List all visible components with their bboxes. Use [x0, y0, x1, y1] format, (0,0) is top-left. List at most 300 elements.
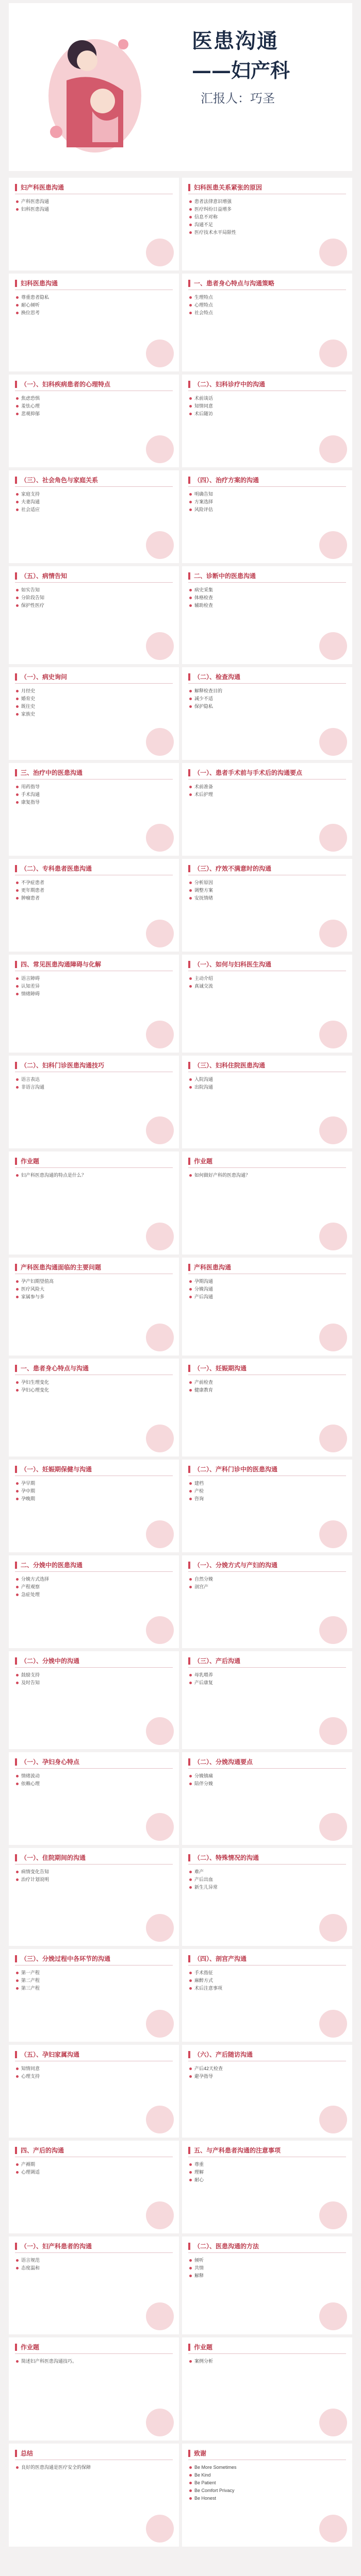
decorative-circle: [319, 2106, 347, 2133]
bullet-text: 医疗风险大: [21, 1286, 45, 1292]
slide-title: 二、诊断中的医患沟通: [194, 572, 256, 580]
slide-card: [9, 2141, 179, 2233]
slide-body: [182, 491, 352, 513]
slide-title: （二）、特殊情况的沟通: [194, 1854, 259, 1861]
bullet-dot-icon: [16, 501, 19, 503]
slide-body: [182, 1773, 352, 1787]
bullet-dot-icon: [189, 1078, 192, 1081]
bullet-dot-icon: [189, 224, 192, 226]
bullet-text: 产程观察: [21, 1584, 40, 1589]
bullet-text: 产后出血: [194, 1877, 214, 1882]
bullet-text: 用药指导: [21, 784, 40, 789]
bullet-item: [189, 1672, 345, 1679]
bullet-item: [16, 602, 172, 609]
slide-header: [182, 178, 352, 194]
title-bar-icon: [15, 1365, 17, 1372]
slide-card: [182, 1258, 352, 1355]
bullet-dot-icon: [189, 1086, 192, 1089]
bullet-item: [189, 214, 345, 221]
bullet-dot-icon: [16, 1078, 19, 1081]
slide-title: （六）、产后随访沟通: [194, 2051, 253, 2058]
slide-body: [182, 1869, 352, 1891]
title-bar-icon: [188, 1657, 190, 1665]
bullet-text: 自然分娩: [194, 1577, 214, 1582]
bullet-dot-icon: [189, 897, 192, 900]
bullet-dot-icon: [189, 208, 192, 211]
bullet-item: [189, 1876, 345, 1883]
slide-row: [9, 2444, 352, 2547]
slide-card: [182, 375, 352, 467]
bullet-dot-icon: [16, 1086, 19, 1089]
slide-row: [9, 1555, 352, 1648]
decorative-circle: [319, 340, 347, 367]
bullet-item: [189, 696, 345, 702]
slide-card: [182, 1949, 352, 2042]
bullet-dot-icon: [16, 1979, 19, 1982]
bullet-dot-icon: [189, 2489, 192, 2492]
slide-header: [9, 1848, 179, 1864]
bullet-text: 孕妇生理变化: [21, 1380, 50, 1385]
decorative-circle: [319, 1324, 347, 1351]
bullet-dot-icon: [16, 1389, 19, 1392]
slide-row: [9, 2045, 352, 2138]
bullet-text: 孕晚期: [21, 1496, 36, 1501]
bullet-text: 如实告知: [21, 587, 40, 592]
bullet-text: 第二产程: [21, 1978, 40, 1983]
slide-body: [9, 2161, 179, 2176]
slide-card: [9, 566, 179, 664]
bullet-dot-icon: [16, 296, 19, 299]
divider: [15, 2252, 173, 2253]
bullet-dot-icon: [16, 2171, 19, 2174]
decorative-circle: [319, 2010, 347, 2038]
bullet-item: [16, 1084, 172, 1091]
bullet-item: [189, 1680, 345, 1686]
slide-body: [182, 2257, 352, 2279]
divider: [188, 2252, 346, 2253]
slide-title: 作业题: [21, 2344, 40, 2351]
title-bar-icon: [15, 865, 17, 872]
decorative-circle: [146, 1324, 174, 1351]
decorative-circle: [146, 1116, 174, 1144]
bullet-text: 保护性医疗: [21, 603, 45, 608]
bullet-text: 既往史: [21, 704, 36, 709]
slide-header: [9, 2045, 179, 2061]
bullet-dot-icon: [189, 1296, 192, 1298]
slide-header: [182, 1460, 352, 1476]
slide-header: [182, 375, 352, 391]
slide-card: [9, 375, 179, 467]
bullet-dot-icon: [189, 1878, 192, 1881]
bullet-text: 依赖心理: [21, 1781, 40, 1786]
bullet-dot-icon: [16, 405, 19, 408]
slide-row: [9, 1651, 352, 1749]
bullet-item: [16, 1076, 172, 1083]
bullet-dot-icon: [189, 405, 192, 408]
slide-card: [182, 955, 352, 1053]
slide-body: [182, 1076, 352, 1091]
bullet-text: 母乳喂养: [194, 1672, 214, 1677]
bullet-item: [189, 1884, 345, 1891]
decorative-circle: [319, 920, 347, 947]
slide-card: [9, 1949, 179, 2042]
slide-header: [182, 2236, 352, 2252]
bullet-text: 鼓励支持: [21, 1672, 40, 1677]
bullet-dot-icon: [16, 1490, 19, 1493]
bullet-text: 更年期患者: [21, 888, 45, 893]
bullet-dot-icon: [189, 1682, 192, 1684]
bullet-text: 心理特点: [194, 302, 214, 308]
bullet-item: [16, 1387, 172, 1394]
decorative-circle: [146, 920, 174, 947]
decorative-circle: [146, 1021, 174, 1048]
bullet-dot-icon: [189, 698, 192, 700]
bullet-item: [16, 1286, 172, 1293]
slide-card: [182, 2236, 352, 2334]
bullet-item: [16, 2073, 172, 2080]
bullet-dot-icon: [189, 2075, 192, 2078]
bullet-dot-icon: [16, 2466, 19, 2469]
title-bar-icon: [188, 1264, 190, 1271]
bullet-text: 社会特点: [194, 310, 214, 315]
slide-title: （二）、分娩沟通要点: [194, 1758, 253, 1766]
bullet-text: 分阶段告知: [21, 595, 45, 600]
title-bar-icon: [15, 1264, 17, 1271]
slide-card: [9, 1752, 179, 1845]
slide-header: [9, 859, 179, 875]
divider: [15, 1768, 173, 1769]
bullet-text: 解释检查目的: [194, 688, 223, 693]
bullet-text: 妇科医患沟通: [21, 207, 50, 212]
bullet-item: [189, 302, 345, 309]
slide-title: （二）、妇科门诊医患沟通技巧: [21, 1062, 105, 1069]
title-bar-icon: [15, 1854, 17, 1861]
slide-row: [9, 1460, 352, 1552]
bullet-text: 羞怯心理: [21, 403, 40, 409]
bullet-dot-icon: [16, 2259, 19, 2262]
bullet-item: [16, 696, 172, 702]
slide-body: [9, 1076, 179, 1091]
bullet-text: 孕妇心理变化: [21, 1387, 50, 1393]
decorative-circle: [319, 2515, 347, 2543]
slide-header: [9, 178, 179, 194]
title-bar-icon: [188, 2344, 190, 2351]
slide-card: [182, 2141, 352, 2233]
decorative-circle: [146, 1717, 174, 1745]
slide-card: [9, 667, 179, 760]
slide-card: [182, 2045, 352, 2138]
slide-card: [9, 859, 179, 952]
decorative-circle: [319, 1116, 347, 1144]
bullet-text: 简述妇产科医患沟通技巧。: [21, 2359, 77, 2364]
bullet-text: 婚育史: [21, 696, 36, 701]
slide-body: [9, 1172, 179, 1179]
slide-header: [9, 1651, 179, 1667]
slide-title: （四）、治疗方案的沟通: [194, 477, 259, 484]
bullet-item: [16, 1576, 172, 1583]
slide-title: 作业题: [21, 1158, 40, 1165]
title-bar-icon: [15, 673, 17, 681]
bullet-item: [189, 411, 345, 417]
slide-header: [182, 470, 352, 486]
bullet-dot-icon: [16, 1578, 19, 1581]
divider: [188, 486, 346, 487]
bullet-item: [16, 2065, 172, 2072]
decorative-circle: [146, 531, 174, 559]
slide-header: [9, 1555, 179, 1571]
bullet-text: 月经史: [21, 688, 36, 693]
slide-card: [9, 955, 179, 1053]
title-bar-icon: [15, 2450, 17, 2457]
bullet-item: [16, 1672, 172, 1679]
slide-card: [182, 1848, 352, 1946]
bullet-item: [16, 688, 172, 694]
bullet-item: [189, 1294, 345, 1300]
slide-title: 作业题: [194, 2344, 213, 2351]
bullet-dot-icon: [189, 793, 192, 796]
bullet-text: 健康教育: [194, 1387, 214, 1393]
title-bar-icon: [15, 1657, 17, 1665]
title-bar-icon: [15, 1062, 17, 1069]
decorative-circle: [319, 1223, 347, 1250]
slide-body: [9, 198, 179, 213]
title-bar-icon: [188, 865, 190, 872]
title-bar-icon: [15, 2344, 17, 2351]
bullet-dot-icon: [189, 690, 192, 692]
bullet-item: [16, 879, 172, 886]
slide-card: [9, 1460, 179, 1552]
bullet-text: 态度温和: [21, 2265, 40, 2270]
bullet-text: 心理调适: [21, 2170, 40, 2175]
slide-row: [9, 1752, 352, 1845]
bullet-text: 语言障碍: [21, 976, 40, 981]
slide-card: [9, 1651, 179, 1749]
slide-title: （一）、妇科疾病患者的心理特点: [21, 381, 111, 388]
bullet-text: 产后沟通: [194, 1294, 214, 1299]
bullet-text: 孕期沟通: [194, 1279, 214, 1284]
decorative-circle: [319, 2409, 347, 2436]
bullet-dot-icon: [16, 1594, 19, 1596]
bullet-dot-icon: [189, 705, 192, 708]
slide-header: [9, 274, 179, 290]
divider: [188, 2353, 346, 2354]
title-bar-icon: [188, 1955, 190, 1962]
decorative-circle: [146, 2201, 174, 2229]
bullet-item: [16, 975, 172, 982]
bullet-item: [16, 1584, 172, 1590]
decorative-circle: [319, 824, 347, 852]
bullet-item: [189, 1970, 345, 1976]
bullet-text: 康复指导: [21, 800, 40, 805]
bullet-text: 急症处理: [21, 1592, 40, 1597]
slide-card: [182, 667, 352, 760]
bullet-item: [16, 895, 172, 902]
bullet-item: [189, 703, 345, 710]
slide-header: [9, 1151, 179, 1167]
bullet-dot-icon: [189, 977, 192, 980]
slide-title: 总结: [21, 2450, 34, 2457]
bullet-text: 入院沟通: [194, 1077, 214, 1082]
slide-row: [9, 1949, 352, 2042]
bullet-item: [16, 1591, 172, 1598]
bullet-item: [189, 2177, 345, 2183]
title-bar-icon: [15, 381, 17, 388]
title-bar-icon: [188, 2147, 190, 2154]
bullet-dot-icon: [16, 200, 19, 203]
decorative-circle: [319, 632, 347, 660]
bullet-text: 新生儿异常: [194, 1885, 218, 1890]
bullet-item: [16, 395, 172, 402]
slide-header: [9, 470, 179, 486]
bullet-dot-icon: [16, 977, 19, 980]
bullet-dot-icon: [189, 1381, 192, 1384]
bullet-dot-icon: [16, 413, 19, 415]
bullet-dot-icon: [16, 2360, 19, 2363]
slide-title: （一）、患者手术前与手术后的沟通要点: [194, 769, 303, 776]
bullet-item: [189, 895, 345, 902]
decorative-circle: [319, 1813, 347, 1841]
bullet-item: [16, 2265, 172, 2272]
slide-body: [9, 975, 179, 997]
bullet-item: [16, 403, 172, 410]
cover-subtitle: ——妇产科: [192, 59, 290, 82]
slide-title: 妇科医患沟通: [21, 280, 58, 287]
bullet-dot-icon: [189, 304, 192, 307]
bullet-item: [16, 1480, 172, 1487]
bullet-dot-icon: [189, 2259, 192, 2262]
decorative-circle: [146, 632, 174, 660]
title-bar-icon: [188, 1562, 190, 1569]
bullet-text: 家庭支持: [21, 492, 40, 497]
slide-header: [9, 566, 179, 582]
bullet-text: 良好的医患沟通是医疗安全的保障: [21, 2465, 91, 2470]
bullet-item: [189, 1584, 345, 1590]
slide-title: 妇科医患关系紧张的原因: [194, 184, 262, 191]
slide-body: [182, 1970, 352, 1992]
decorative-circle: [146, 2302, 174, 2330]
divider: [188, 582, 346, 583]
decorative-circle: [146, 239, 174, 266]
slide-header: [182, 763, 352, 779]
slide-body: [9, 1576, 179, 1598]
slide-body: [9, 2065, 179, 2080]
bullet-dot-icon: [16, 897, 19, 900]
decorative-circle: [319, 1425, 347, 1452]
bullet-dot-icon: [16, 509, 19, 511]
bullet-text: 耐心: [194, 2177, 204, 2182]
bullet-item: [189, 1480, 345, 1487]
slide-title: 三、治疗中的医患沟通: [21, 769, 83, 776]
bullet-text: 语言规范: [21, 2258, 40, 2263]
bullet-text: 非语言沟通: [21, 1084, 45, 1090]
bullet-dot-icon: [189, 493, 192, 496]
bullet-dot-icon: [189, 2466, 192, 2469]
divider: [15, 1864, 173, 1865]
bullet-dot-icon: [189, 589, 192, 591]
slide-header: [182, 2045, 352, 2061]
title-bar-icon: [15, 1758, 17, 1766]
slide-title: 四、产后的沟通: [21, 2147, 64, 2154]
slide-title: 作业题: [194, 1158, 213, 1165]
slide-title: （三）、产后沟通: [194, 1657, 241, 1665]
slide-header: [182, 2444, 352, 2460]
decorative-circle: [319, 1021, 347, 1048]
bullet-dot-icon: [189, 882, 192, 884]
bullet-dot-icon: [16, 2163, 19, 2166]
bullet-dot-icon: [16, 493, 19, 496]
decorative-circle: [319, 1717, 347, 1745]
bullet-dot-icon: [189, 1578, 192, 1581]
title-bar-icon: [15, 769, 17, 776]
slide-header: [182, 2337, 352, 2353]
title-bar-icon: [15, 961, 17, 968]
slide-body: [9, 1278, 179, 1300]
slide-row: [9, 859, 352, 952]
decorative-circle: [319, 435, 347, 463]
bullet-item: [16, 1172, 172, 1179]
bullet-text: 第三产程: [21, 1986, 40, 1991]
decorative-circle: [146, 1914, 174, 1942]
bullet-dot-icon: [189, 200, 192, 203]
slide-title: 产科医患沟通: [194, 1264, 232, 1271]
bullet-text: 真诚交流: [194, 984, 214, 989]
bullet-dot-icon: [189, 1586, 192, 1588]
decorative-circle: [146, 2409, 174, 2436]
bullet-dot-icon: [189, 312, 192, 314]
slide-card: [182, 859, 352, 952]
slide-card: [9, 1555, 179, 1648]
bullet-item: [189, 2487, 345, 2494]
slide-card: [182, 274, 352, 371]
slide-title: 四、常见医患沟通障碍与化解: [21, 961, 102, 968]
bullet-item: [189, 1076, 345, 1083]
bullet-dot-icon: [189, 1498, 192, 1500]
slide-card: [182, 1359, 352, 1456]
bullet-item: [189, 602, 345, 609]
title-bar-icon: [188, 477, 190, 484]
slide-row: [9, 763, 352, 856]
title-bar-icon: [188, 1466, 190, 1473]
bullet-text: 情绪波动: [21, 1773, 40, 1778]
bullet-dot-icon: [16, 793, 19, 796]
bullet-item: [16, 491, 172, 498]
slide-header: [182, 1258, 352, 1274]
bullet-text: Be Honest: [194, 2496, 217, 2501]
decorative-circle: [146, 2515, 174, 2543]
slide-title: （三）、社会角色与家庭关系: [21, 477, 99, 484]
divider: [15, 1167, 173, 1168]
bullet-item: [189, 1387, 345, 1394]
bullet-text: 剖宫产: [194, 1584, 209, 1589]
title-bar-icon: [15, 280, 17, 287]
title-bar-icon: [188, 1365, 190, 1372]
bullet-text: 产科医患沟通: [21, 199, 50, 204]
bullet-text: 辅助检查: [194, 603, 214, 608]
bullet-dot-icon: [189, 1987, 192, 1990]
bullet-item: [16, 2464, 172, 2471]
bullet-text: 明确告知: [194, 492, 214, 497]
title-bar-icon: [188, 2051, 190, 2058]
bullet-text: 医疗纠纷日益增多: [194, 207, 232, 212]
bullet-text: 解释: [194, 2273, 204, 2278]
slide-title: 五、与产科患者沟通的注意事项: [194, 2147, 281, 2154]
decorative-circle: [146, 2106, 174, 2133]
bullet-item: [189, 2480, 345, 2486]
bullet-text: 术后注意事项: [194, 1986, 223, 1991]
slide-body: [182, 1172, 352, 1179]
slide-title: （二）、医患沟通的方法: [194, 2243, 259, 2250]
slide-card: [9, 2444, 179, 2547]
